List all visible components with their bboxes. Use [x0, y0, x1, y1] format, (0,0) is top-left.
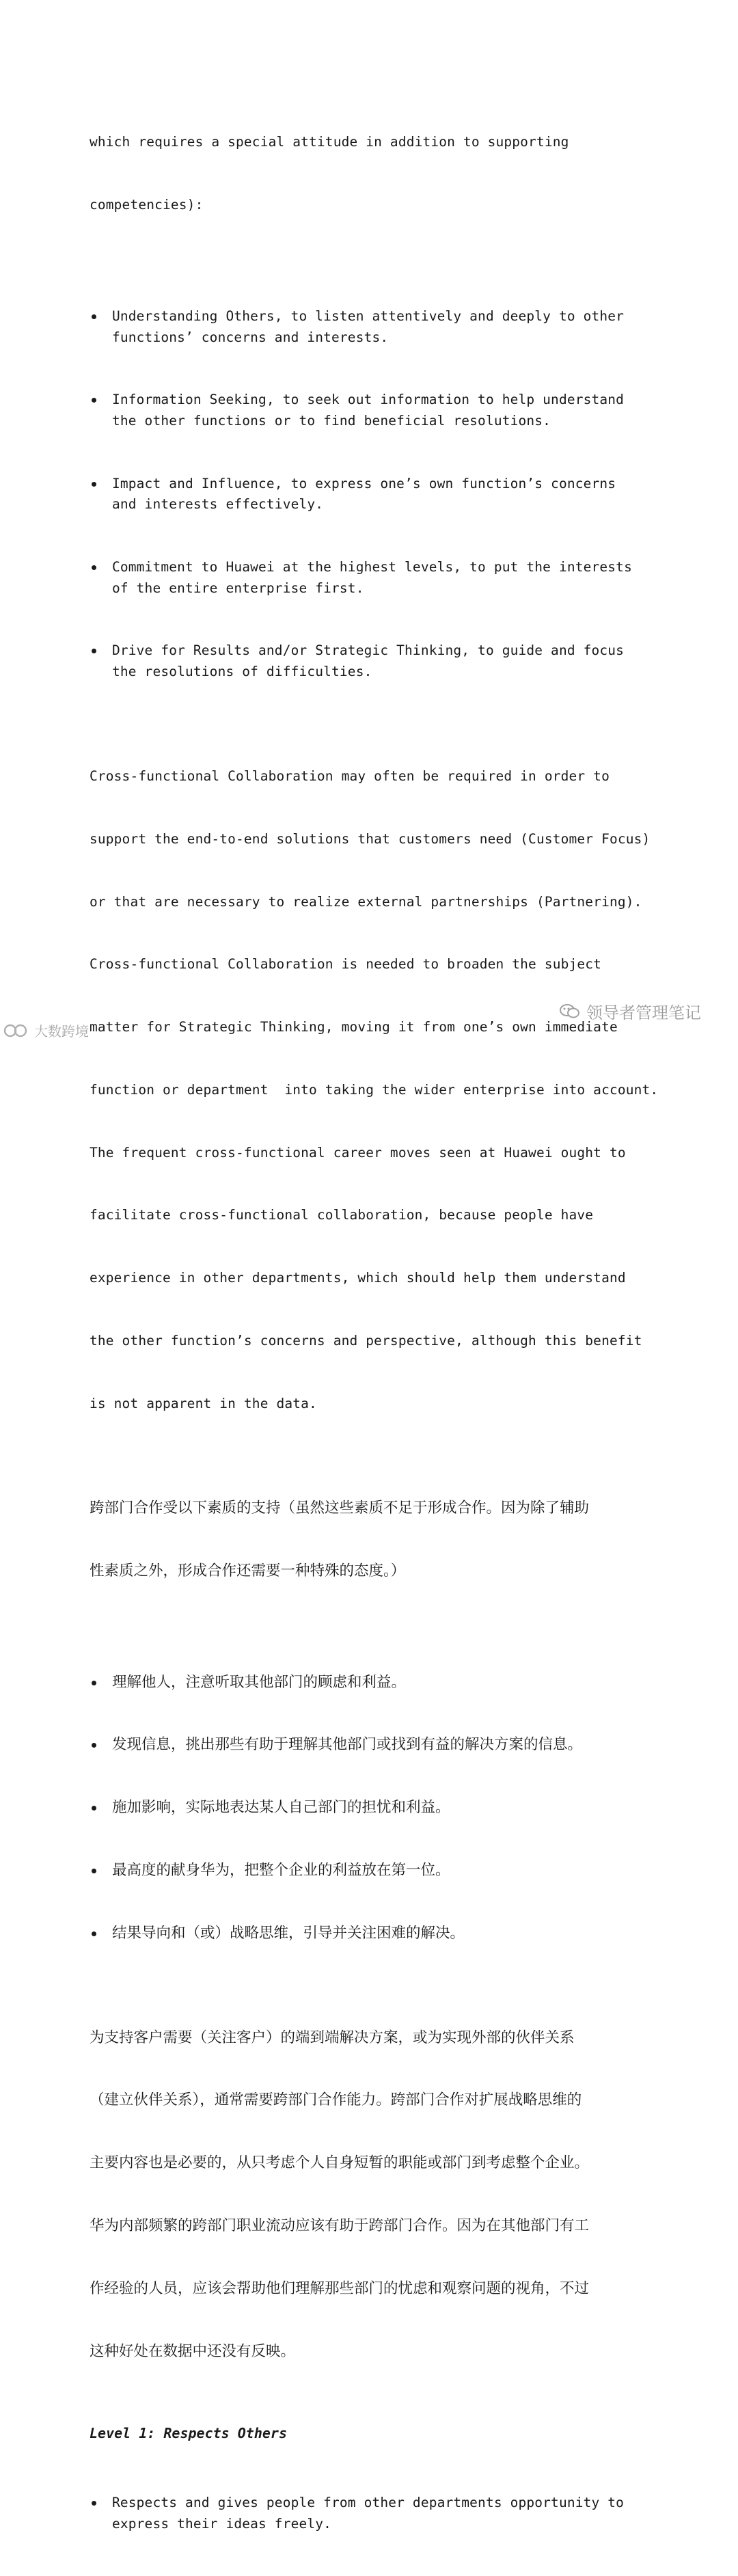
level-bullet-list	[90, 2451, 677, 2576]
watermark-left: 大数跨境	[3, 1020, 89, 1040]
list-item: 施加影响，实际地表达某人自己部门的担忧和利益。	[90, 1798, 677, 1819]
intro-paragraph: which requires a special attitude in addition to supporting competencies):	[90, 134, 569, 213]
document-page	[90, 90, 677, 2576]
level-heading: Level 1: Respects Others	[90, 2425, 287, 2442]
chinese-paragraph: 为支持客户需要（关注客户）的端到端解决方案，或为实现外部的伙伴关系 （建立伙伴关系），通常需要跨部门合作能力。跨部门合作对扩展战略思维的 主要内容也是必要的，从只考虑个人自身短暂的职能或部门到考虑整个企业。 华为内部频繁的跨部门职业流动应该有助于跨部门合作。因为在其他部门有工 作经验的人员，应该会帮助他们理解那些部门的忧虑和观察问题的视角，不过 这种好处在数据中还没有反映。	[90, 2029, 590, 2360]
list-item: Commitment to Huawei at the highest levels, to put the interests of the entire enterprise first.	[90, 557, 677, 599]
list-item: Understanding Others, to listen attentively and deeply to other functions’ concerns and interests.	[90, 306, 677, 348]
list-item: 发现信息，挑出那些有助于理解其他部门或找到有益的解决方案的信息。	[90, 1735, 677, 1756]
list-item: 结果导向和（或）战略思维，引导并关注困难的解决。	[90, 1923, 677, 1944]
watermark-right: 领导者管理笔记	[559, 999, 701, 1023]
chain-logo-icon	[3, 1022, 31, 1039]
chinese-intro: 跨部门合作受以下素质的支持（虽然这些素质不足于形成合作。因为除了辅助 性素质之外，形成合作还需要一种特殊的态度。）	[90, 1499, 590, 1580]
english-paragraph: Cross-functional Collaboration may often be required in order to support the end-to-end solutions that customers need (Customer Focus) or that are necessary to realize external partnerships (Partnering). Cross-functional Collaboration is needed to broaden the subject matter for Strategic Thinking, moving it from one’s own immediate function or department into taking the wider enterprise into account. The frequent cross-functional career moves seen at Huawei ought to facilitate cross-functional collaboration, because people have experience in other departments, which should help them understand the other function’s concerns and perspective, although this benefit is not apparent in the data.	[90, 768, 659, 1411]
list-item: 理解他人，注意听取其他部门的顾虑和利益。	[90, 1672, 677, 1694]
english-bullet-list	[90, 265, 677, 724]
list-item: Drive for Results and/or Strategic Thinking, to guide and focus the resolutions of difficulties.	[90, 640, 677, 682]
list-item: Respects and gives people from other departments opportunity to express their ideas freely.	[90, 2493, 677, 2534]
wechat-icon	[559, 1003, 581, 1020]
list-item: 最高度的献身华为，把整个企业的利益放在第一位。	[90, 1860, 677, 1882]
chinese-bullet-list	[90, 1630, 677, 1985]
list-item: Information Seeking, to seek out information to help understand the other functions or to find beneficial resolutions.	[90, 390, 677, 431]
list-item: Impact and Influence, to express one’s own function’s concerns and interests effectively.	[90, 474, 677, 515]
